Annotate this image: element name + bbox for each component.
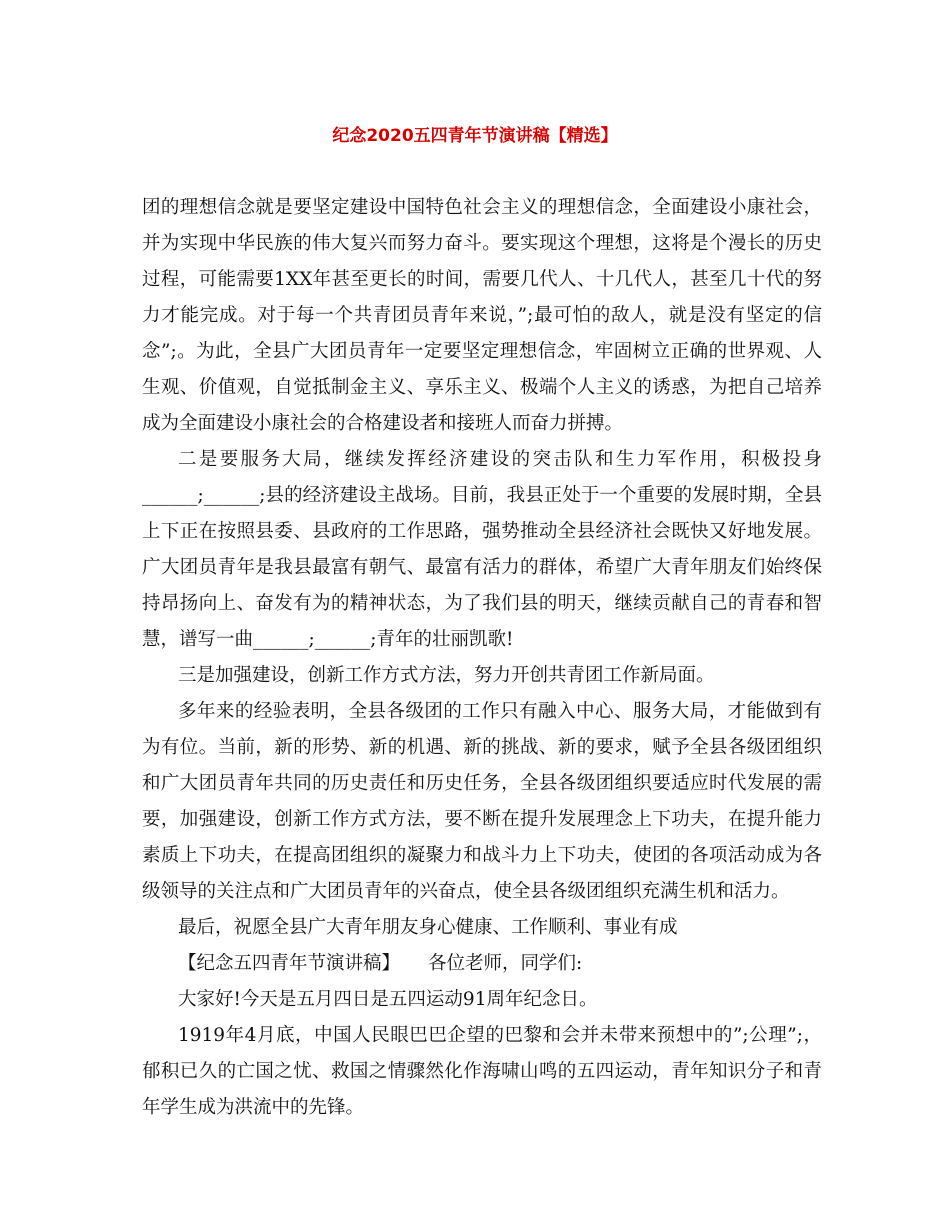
- paragraph-ideals: 团的理想信念就是要坚定建设中国特色社会主义的理想信念，全面建设小康社会，并为实现中华民族的伟大复兴而努力奋斗。要实现这个理想，这将是个漫长的历史过程，可能需要1XX年甚至更长的时间，需要几代人、十几代人，甚至几十代的努力才能完成。对于每一个共青团员青年来说，”;最可怕的敌人，就是没有坚定的信念”;。为此，全县广大团员青年一定要坚定理想信念，牢固树立正确的世界观、人生观、价值观，自觉抵制金主义、享乐主义、极端个人主义的诱惑，为把自己培养成为全面建设小康社会的合格建设者和接班人而奋力拼搏。: [142, 197, 822, 434]
- paragraph-closing-wish: 最后，祝愿全县广大青年朋友身心健康、工作顺利、事业有成: [178, 917, 678, 938]
- paragraph-strengthen-building: 三是加强建设，创新工作方式方法，努力开创共青团工作新局面。: [178, 665, 715, 686]
- paragraph-serve-overall: 二是要服务大局，继续发挥经济建设的突击队和生力军作用，积极投身______;______;县的经济建设主战场。目前，我县正处于一个重要的发展时期，全县上下正在按照县委、县政府的工作思路，强势推动全县经济社会既快又好地发展。广大团员青年是我县最富有朝气、最富有活力的群体，希望广大青年朋友们始终保持昂扬向上、奋发有为的精神状态，为了我们县的明天，继续贡献自己的青春和智慧，谱写一曲______;______;青年的壮丽凯歌!: [142, 449, 822, 650]
- speech-greeting: 各位老师，同学们:: [428, 953, 583, 974]
- paragraph-experience: 多年来的经验表明，全县各级团的工作只有融入中心、服务大局，才能做到有为有位。当前，新的形势、新的机遇、新的挑战、新的要求，赋予全县各级团组织和广大团员青年共同的历史责任和历史任务，全县各级团组织要适应时代发展的需要，加强建设，创新工作方式方法，要不断在提升发展理念上下功夫，在提升能力素质上下功夫，在提高团组织的凝聚力和战斗力上下功夫，使团的各项活动成为各级领导的关注点和广大团员青年的兴奋点，使全县各级团组织充满生机和活力。: [142, 701, 822, 902]
- speech-header-line: [142, 946, 822, 982]
- speech-heading: 【纪念五四青年节演讲稿】: [178, 953, 401, 974]
- document-body: [142, 190, 822, 1126]
- paragraph-anniversary: 大家好!今天是五月四日是五四运动91周年纪念日。: [178, 989, 598, 1010]
- paragraph-history-1919: 1919年4月底，中国人民眼巴巴企望的巴黎和会并未带来预想中的”;公理”;，郁积已久的亡国之忧、救国之情骤然化作海啸山鸣的五四运动，青年知识分子和青年学生成为洪流中的先锋。: [142, 1025, 822, 1118]
- document-title: 纪念2020五四青年节演讲稿【精选】: [332, 126, 618, 146]
